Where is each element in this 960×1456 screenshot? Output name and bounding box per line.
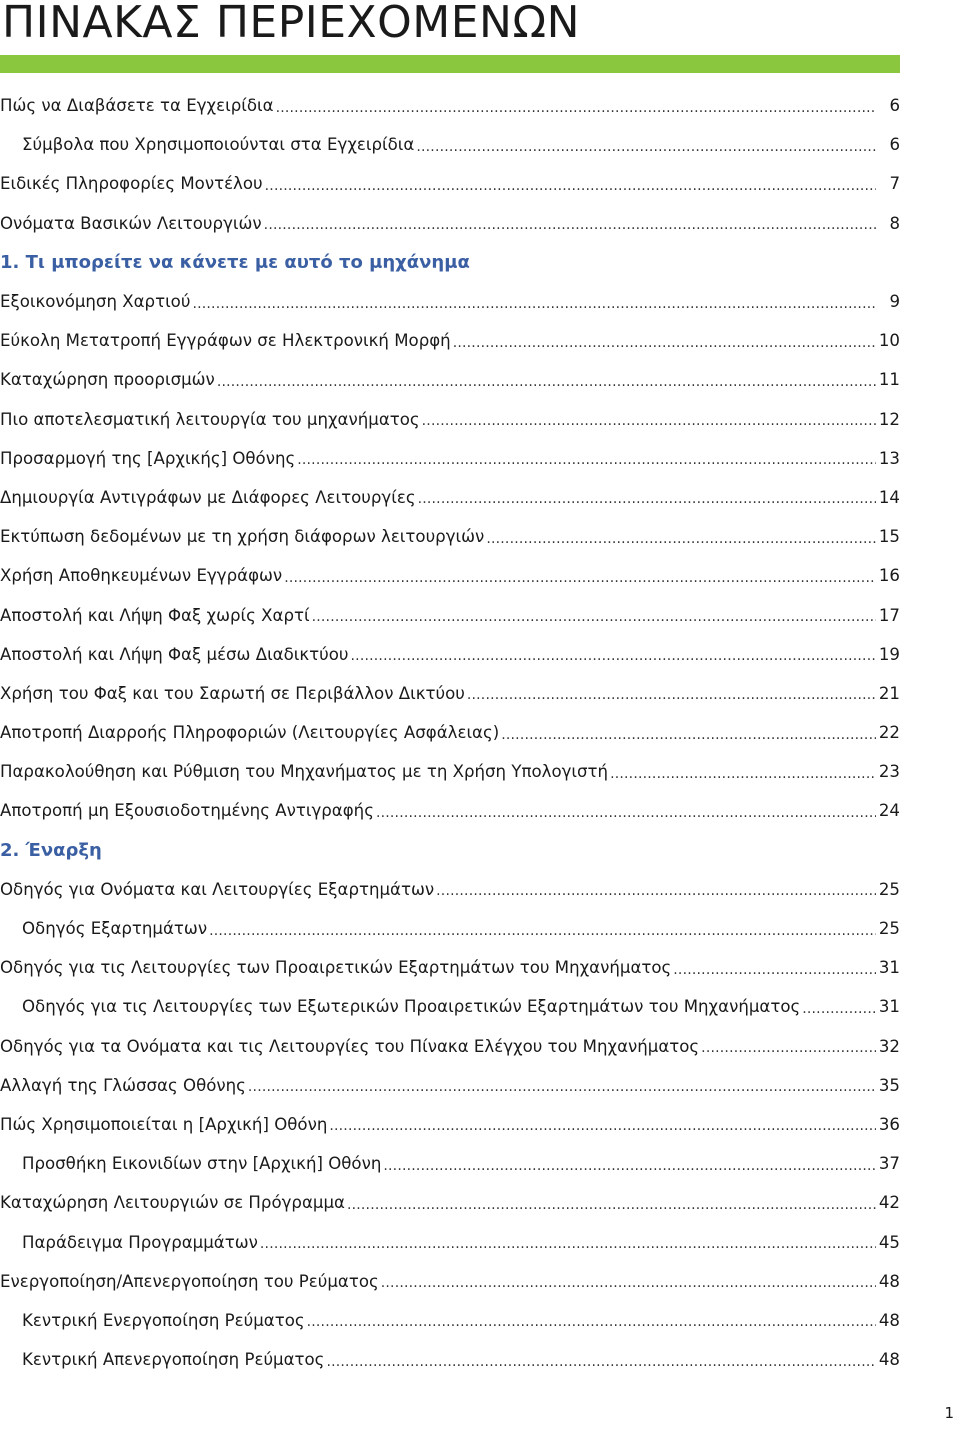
toc-chapter-heading: 2. Έναρξη xyxy=(0,839,102,861)
toc-entry-label: Χρήση Αποθηκευμένων Εγγράφων xyxy=(0,566,283,586)
toc-entry-label: Αποστολή και Λήψη Φαξ χωρίς Χαρτί xyxy=(0,605,310,625)
toc-entry[interactable] xyxy=(0,1066,900,1105)
toc-entry[interactable] xyxy=(0,713,900,752)
dot-leader xyxy=(422,413,876,429)
dot-leader xyxy=(610,766,876,782)
toc-entry-label: Οδηγός για τις Λειτουργίες των Προαιρετικών Εξαρτημάτων του Μηχανήματος xyxy=(0,958,672,978)
toc-entry-label: Αποστολή και Λήψη Φαξ μέσω Διαδικτύου xyxy=(0,644,349,664)
toc-entry-label: Κεντρική Ενεργοποίηση Ρεύματος xyxy=(22,1310,305,1330)
dot-leader xyxy=(467,687,876,703)
dot-leader xyxy=(192,296,876,312)
title-underline-bar xyxy=(0,55,900,73)
toc-entry[interactable] xyxy=(0,282,900,321)
toc-entry-label: Χρήση του Φαξ και του Σαρωτή σε Περιβάλλον Δικτύου xyxy=(0,683,465,703)
table-of-contents xyxy=(0,86,900,1379)
dot-leader xyxy=(418,491,876,507)
toc-entry-label: Πώς να Διαβάσετε τα Εγχειρίδια xyxy=(0,96,274,116)
toc-entry-label: Παρακολούθηση και Ρύθμιση του Μηχανήματος με τη Χρήση Υπολογιστή xyxy=(0,762,609,782)
toc-entry-label: Οδηγός για τα Ονόματα και τις Λειτουργίες του Πίνακα Ελέγχου του Μηχανήματος xyxy=(0,1036,700,1056)
toc-entry[interactable] xyxy=(0,1105,900,1144)
dot-leader xyxy=(351,648,876,664)
toc-entry-page: 6 xyxy=(889,135,900,155)
toc-entry-label: Καταχώρηση προορισμών xyxy=(0,370,215,390)
toc-entry-label: Προσθήκη Εικονιδίων στην [Αρχική] Οθόνη xyxy=(22,1154,382,1174)
toc-entry-page: 35 xyxy=(878,1075,900,1095)
toc-entry-page: 6 xyxy=(889,96,900,116)
toc-entry-page: 45 xyxy=(878,1232,900,1252)
toc-entry[interactable] xyxy=(0,164,900,203)
toc-subentry[interactable] xyxy=(0,1144,900,1183)
toc-entry-page: 48 xyxy=(878,1271,900,1291)
dot-leader xyxy=(376,805,876,821)
toc-entry-label: Καταχώρηση Λειτουργιών σε Πρόγραμμα xyxy=(0,1193,345,1213)
toc-subentry[interactable] xyxy=(0,1301,900,1340)
toc-entry[interactable] xyxy=(0,635,900,674)
toc-entry[interactable] xyxy=(0,948,900,987)
toc-entry-page: 22 xyxy=(878,723,900,743)
toc-entry-label: Παράδειγμα Προγραμμάτων xyxy=(22,1232,258,1252)
toc-entry-page: 24 xyxy=(878,801,900,821)
toc-entry-page: 14 xyxy=(878,487,900,507)
toc-chapter-heading: 1. Τι μπορείτε να κάνετε με αυτό το μηχάνημα xyxy=(0,251,470,273)
toc-entry-page: 7 xyxy=(889,174,900,194)
toc-entry-page: 12 xyxy=(878,409,900,429)
toc-entry-label: Οδηγός για τις Λειτουργίες των Εξωτερικών Προαιρετικών Εξαρτημάτων του Μηχανήματος xyxy=(22,997,801,1017)
dot-leader xyxy=(248,1079,876,1095)
toc-entry[interactable] xyxy=(0,870,900,909)
toc-entry-page: 16 xyxy=(878,566,900,586)
toc-entry-label: Εξοικονόμηση Χαρτιού xyxy=(0,292,191,312)
toc-entry-page: 31 xyxy=(878,958,900,978)
dot-leader xyxy=(264,217,876,233)
toc-entry[interactable] xyxy=(0,1027,900,1066)
toc-subentry[interactable] xyxy=(0,987,900,1026)
toc-entry-page: 9 xyxy=(889,292,900,312)
dot-leader xyxy=(673,962,876,978)
toc-entry-label: Σύμβολα που Χρησιμοποιούνται στα Εγχειρίδια xyxy=(22,135,415,155)
toc-entry-page: 42 xyxy=(878,1193,900,1213)
toc-entry[interactable] xyxy=(0,86,900,125)
dot-leader xyxy=(209,923,876,939)
toc-entry-page: 31 xyxy=(878,997,900,1017)
toc-entry-page: 32 xyxy=(878,1036,900,1056)
toc-entry-page: 21 xyxy=(878,683,900,703)
toc-entry[interactable] xyxy=(0,1183,900,1222)
toc-entry-label: Προσαρμογή της [Αρχικής] Οθόνης xyxy=(0,448,296,468)
toc-entry-label: Εύκολη Μετατροπή Εγγράφων σε Ηλεκτρονική Μορφή xyxy=(0,331,451,351)
dot-leader xyxy=(284,570,876,586)
toc-entry-page: 37 xyxy=(878,1154,900,1174)
toc-entry-label: Δημιουργία Αντιγράφων με Διάφορες Λειτουργίες xyxy=(0,487,416,507)
dot-leader xyxy=(436,883,876,899)
toc-entry[interactable] xyxy=(0,400,900,439)
toc-entry[interactable] xyxy=(0,204,900,243)
toc-entry[interactable] xyxy=(0,1262,900,1301)
page-title: ΠΙΝΑΚΑΣ ΠΕΡΙΕΧΟΜΕΝΩΝ xyxy=(2,0,581,48)
dot-leader xyxy=(486,531,876,547)
toc-entry-label: Αλλαγή της Γλώσσας Οθόνης xyxy=(0,1075,246,1095)
toc-entry-page: 48 xyxy=(878,1310,900,1330)
toc-subentry[interactable] xyxy=(0,125,900,164)
toc-entry-label: Ονόματα Βασικών Λειτουργιών xyxy=(0,213,262,233)
toc-entry[interactable] xyxy=(0,556,900,595)
toc-entry[interactable] xyxy=(0,595,900,634)
toc-entry[interactable] xyxy=(0,791,900,830)
toc-entry[interactable] xyxy=(0,517,900,556)
toc-entry-page: 11 xyxy=(878,370,900,390)
toc-entry-label: Εκτύπωση δεδομένων με τη χρήση διάφορων λειτουργιών xyxy=(0,527,485,547)
toc-entry-page: 25 xyxy=(878,919,900,939)
toc-entry-page: 36 xyxy=(878,1114,900,1134)
toc-entry-label: Ενεργοποίηση/Απενεργοποίηση του Ρεύματος xyxy=(0,1271,379,1291)
dot-leader xyxy=(217,374,876,390)
toc-entry-label: Αποτροπή Διαρροής Πληροφοριών (Λειτουργίες Ασφάλειας) xyxy=(0,723,500,743)
dot-leader xyxy=(326,1354,876,1370)
dot-leader xyxy=(312,609,876,625)
toc-subentry[interactable] xyxy=(0,909,900,948)
toc-entry-label: Αποτροπή μη Εξουσιοδοτημένης Αντιγραφής xyxy=(0,801,374,821)
toc-entry[interactable] xyxy=(0,674,900,713)
toc-entry-page: 8 xyxy=(889,213,900,233)
toc-entry-label: Οδηγός Εξαρτημάτων xyxy=(22,919,208,939)
toc-entry[interactable] xyxy=(0,478,900,517)
toc-entry-page: 15 xyxy=(878,527,900,547)
dot-leader xyxy=(501,727,876,743)
dot-leader xyxy=(383,1158,876,1174)
dot-leader xyxy=(260,1236,876,1252)
toc-entry[interactable] xyxy=(0,321,900,360)
toc-entry-page: 19 xyxy=(878,644,900,664)
toc-subentry[interactable] xyxy=(0,1340,900,1379)
toc-entry-page: 17 xyxy=(878,605,900,625)
toc-entry[interactable] xyxy=(0,439,900,478)
toc-entry[interactable] xyxy=(0,360,900,399)
toc-entry-page: 25 xyxy=(878,879,900,899)
toc-entry-label: Ειδικές Πληροφορίες Μοντέλου xyxy=(0,174,263,194)
toc-entry[interactable] xyxy=(0,752,900,791)
toc-entry-page: 10 xyxy=(878,331,900,351)
toc-entry-label: Κεντρική Απενεργοποίηση Ρεύματος xyxy=(22,1350,325,1370)
toc-entry-page: 23 xyxy=(878,762,900,782)
dot-leader xyxy=(265,178,876,194)
toc-entry-label: Πιο αποτελεσματική λειτουργία του μηχανήματος xyxy=(0,409,420,429)
dot-leader xyxy=(276,100,876,116)
dot-leader xyxy=(347,1197,876,1213)
toc-subentry[interactable] xyxy=(0,1222,900,1261)
dot-leader xyxy=(329,1118,876,1134)
dot-leader xyxy=(416,139,876,155)
toc-entry-label: Οδηγός για Ονόματα και Λειτουργίες Εξαρτημάτων xyxy=(0,879,435,899)
page-number: 1 xyxy=(944,1404,954,1422)
toc-entry-page: 13 xyxy=(878,448,900,468)
dot-leader xyxy=(802,1001,876,1017)
dot-leader xyxy=(453,335,876,351)
dot-leader xyxy=(701,1040,876,1056)
toc-entry-label: Πώς Χρησιμοποιείται η [Αρχική] Οθόνη xyxy=(0,1114,328,1134)
dot-leader xyxy=(381,1275,876,1291)
dot-leader xyxy=(297,452,876,468)
toc-entry-page: 48 xyxy=(878,1350,900,1370)
dot-leader xyxy=(307,1314,876,1330)
